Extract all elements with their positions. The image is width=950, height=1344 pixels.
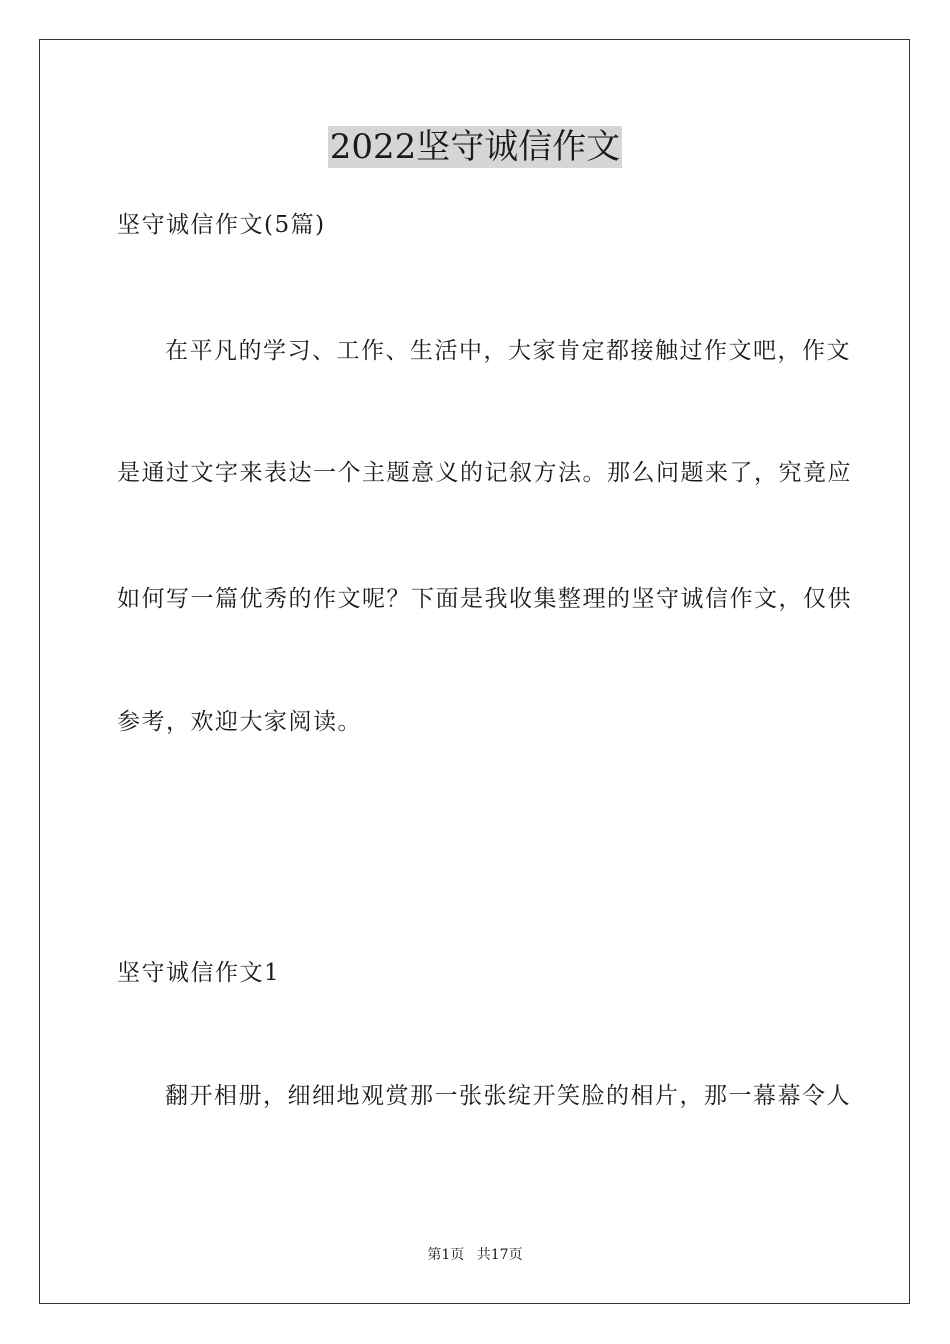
intro-line-1: 在平凡的学习、工作、生活中，大家肯定都接触过作文吧，作文	[165, 338, 851, 364]
page-footer	[0, 1246, 950, 1264]
section-paragraph-line-1: 翻开相册，细细地观赏那一张张绽开笑脸的相片，那一幕幕令人	[165, 1083, 851, 1109]
title-container	[0, 126, 950, 168]
intro-line-2: 是通过文字来表达一个主题意义的记叙方法。那么问题来了，究竟应	[117, 460, 852, 486]
page-number: 第1页	[427, 1247, 465, 1263]
section-heading: 坚守诚信作文1	[117, 960, 281, 986]
page-total: 共17页	[476, 1247, 523, 1263]
document-subtitle: 坚守诚信作文(5篇)	[117, 212, 326, 238]
intro-line-3: 如何写一篇优秀的作文呢？下面是我收集整理的坚守诚信作文，仅供	[117, 586, 852, 612]
document-title: 2022坚守诚信作文	[329, 127, 621, 167]
intro-line-4: 参考，欢迎大家阅读。	[117, 709, 362, 735]
